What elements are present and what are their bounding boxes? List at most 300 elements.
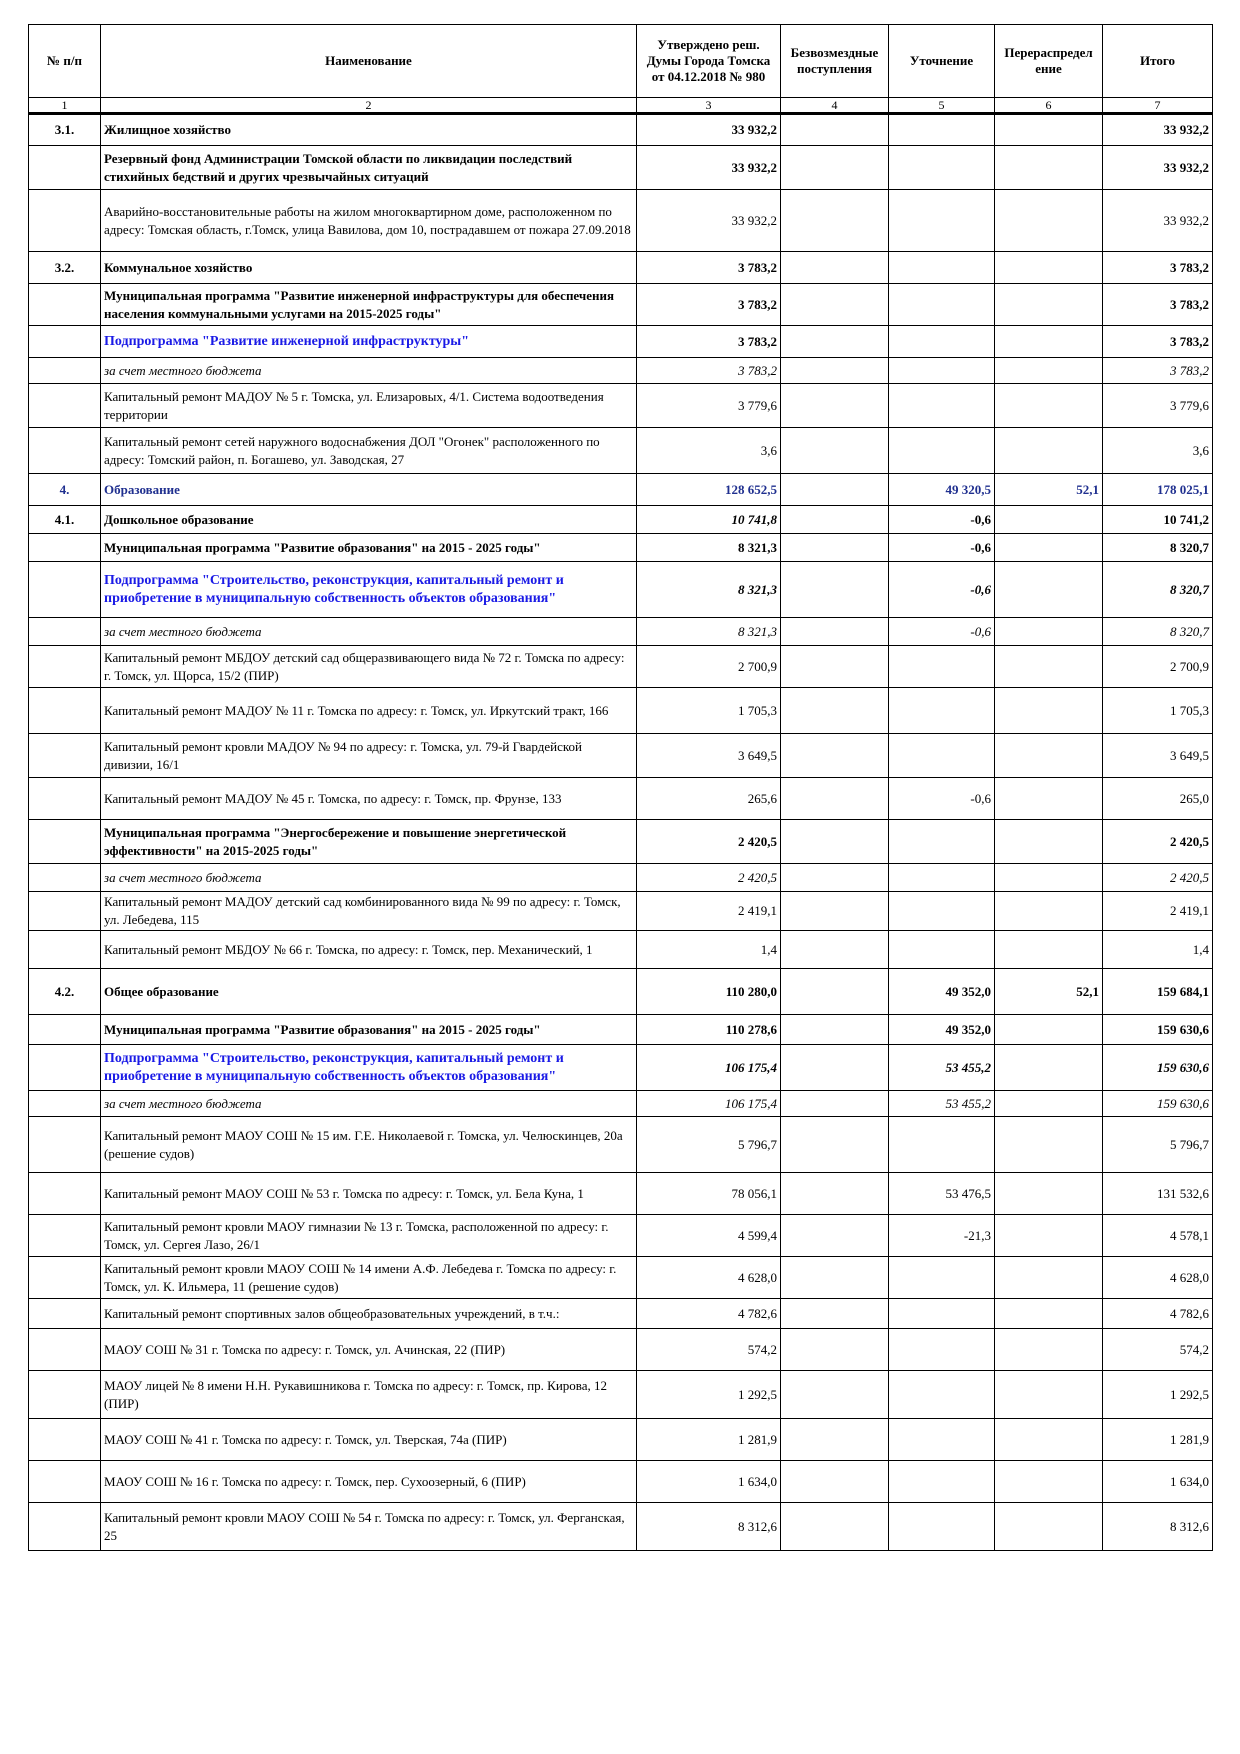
approved-value: 33 932,2 [637,190,781,252]
approved-value: 1,4 [637,931,781,969]
clarification-value [889,1503,995,1551]
grants-value [781,1117,889,1173]
grants-value [781,734,889,778]
redistribution-value [995,778,1103,820]
grants-value [781,1461,889,1503]
table-row [29,1299,1213,1329]
total-value: 159 630,6 [1103,1091,1213,1117]
table-row [29,618,1213,646]
row-name: Капитальный ремонт кровли МАОУ гимназии № 13 г. Томска, расположенной по адресу: г. Томск, ул. Сергея Лазо, 26/1 [101,1215,637,1257]
redistribution-value [995,190,1103,252]
row-name: Капитальный ремонт кровли МАОУ СОШ № 14 имени А.Ф. Лебедева г. Томска по адресу: г. Томск, ул. К. Ильмера, 11 (решение судов) [101,1257,637,1299]
redistribution-value [995,931,1103,969]
row-name: Капитальный ремонт МАОУ СОШ № 15 им. Г.Е. Николаевой г. Томска, ул. Челюскинцев, 20а (решение судов) [101,1117,637,1173]
clarification-value: -0,6 [889,506,995,534]
row-number [29,384,101,428]
header-number: № п/п [29,25,101,98]
redistribution-value [995,1503,1103,1551]
row-number [29,1045,101,1091]
approved-value: 2 700,9 [637,646,781,688]
clarification-value [889,1371,995,1419]
redistribution-value [995,1091,1103,1117]
grants-value [781,428,889,474]
redistribution-value [995,1215,1103,1257]
table-row [29,1329,1213,1371]
clarification-value: -0,6 [889,534,995,562]
approved-value: 2 420,5 [637,820,781,864]
total-value: 159 684,1 [1103,969,1213,1015]
clarification-value [889,1299,995,1329]
header-row [29,25,1213,98]
approved-value: 106 175,4 [637,1091,781,1117]
total-value: 5 796,7 [1103,1117,1213,1173]
clarification-value: -21,3 [889,1215,995,1257]
table-row [29,1503,1213,1551]
grants-value [781,1257,889,1299]
total-value: 178 025,1 [1103,474,1213,506]
grants-value [781,618,889,646]
approved-value: 3 783,2 [637,358,781,384]
redistribution-value [995,646,1103,688]
redistribution-value [995,1015,1103,1045]
approved-value: 8 321,3 [637,534,781,562]
redistribution-value [995,326,1103,358]
table-row [29,114,1213,146]
row-name: Капитальный ремонт МАДОУ № 45 г. Томска, по адресу: г. Томск, пр. Фрунзе, 133 [101,778,637,820]
row-name: Капитальный ремонт сетей наружного водоснабжения ДОЛ "Огонек" расположенного по адресу: Томский район, п. Богашево, ул. Заводская, 27 [101,428,637,474]
row-name: Капитальный ремонт кровли МАОУ СОШ № 54 г. Томска по адресу: г. Томск, ул. Ферганская, 25 [101,1503,637,1551]
clarification-value [889,190,995,252]
header-name: Наименование [101,25,637,98]
clarification-value: 53 455,2 [889,1045,995,1091]
redistribution-value [995,1299,1103,1329]
row-name: МАОУ СОШ № 31 г. Томска по адресу: г. Томск, ул. Ачинская, 22 (ПИР) [101,1329,637,1371]
clarification-value [889,931,995,969]
row-number [29,864,101,892]
clarification-value [889,428,995,474]
redistribution-value [995,506,1103,534]
redistribution-value [995,1173,1103,1215]
grants-value [781,1215,889,1257]
clarification-value [889,646,995,688]
total-value: 4 628,0 [1103,1257,1213,1299]
table-row [29,1215,1213,1257]
row-name: за счет местного бюджета [101,1091,637,1117]
table-row [29,474,1213,506]
grants-value [781,326,889,358]
approved-value: 5 796,7 [637,1117,781,1173]
total-value: 4 578,1 [1103,1215,1213,1257]
grants-value [781,892,889,931]
row-number [29,326,101,358]
grants-value [781,114,889,146]
clarification-value [889,114,995,146]
approved-value: 265,6 [637,778,781,820]
grants-value [781,1173,889,1215]
approved-value: 33 932,2 [637,146,781,190]
approved-value: 1 705,3 [637,688,781,734]
row-name: Капитальный ремонт МАОУ СОШ № 53 г. Томска по адресу: г. Томск, ул. Бела Куна, 1 [101,1173,637,1215]
row-number [29,931,101,969]
table-row [29,534,1213,562]
approved-value: 3 779,6 [637,384,781,428]
table-row [29,1173,1213,1215]
row-number [29,146,101,190]
table-row [29,778,1213,820]
row-number [29,734,101,778]
redistribution-value [995,534,1103,562]
approved-value: 128 652,5 [637,474,781,506]
clarification-value: 53 455,2 [889,1091,995,1117]
table-row [29,506,1213,534]
table-row [29,864,1213,892]
table-row [29,358,1213,384]
total-value: 33 932,2 [1103,146,1213,190]
approved-value: 3 783,2 [637,284,781,326]
redistribution-value [995,1329,1103,1371]
row-name: МАОУ лицей № 8 имени Н.Н. Рукавишникова г. Томска по адресу: г. Томск, пр. Кирова, 12 (ПИР) [101,1371,637,1419]
approved-value: 8 321,3 [637,562,781,618]
grants-value [781,688,889,734]
row-number [29,284,101,326]
row-number [29,1215,101,1257]
grants-value [781,562,889,618]
row-number [29,1461,101,1503]
approved-value: 574,2 [637,1329,781,1371]
header-grants: Безвозмездные поступления [781,25,889,98]
table-row [29,1117,1213,1173]
total-value: 574,2 [1103,1329,1213,1371]
row-name: Подпрограмма "Строительство, реконструкция, капитальный ремонт и приобретение в муниципальную собственность объектов образования" [101,1045,637,1091]
total-value: 3 783,2 [1103,284,1213,326]
redistribution-value [995,358,1103,384]
row-name: за счет местного бюджета [101,864,637,892]
row-name: Резервный фонд Администрации Томской области по ликвидации последствий стихийных бедствий и других чрезвычайных ситуаций [101,146,637,190]
clarification-value [889,358,995,384]
row-name: МАОУ СОШ № 41 г. Томска по адресу: г. Томск, ул. Тверская, 74а (ПИР) [101,1419,637,1461]
clarification-value [889,326,995,358]
clarification-value [889,892,995,931]
header-redistribution: Перераспредел ение [995,25,1103,98]
row-name: Аварийно-восстановительные работы на жилом многоквартирном доме, расположенном по адресу: Томская область, г.Томск, улица Вавилова, дом 10, пострадавшем от пожара 27.09.2018 [101,190,637,252]
grants-value [781,1091,889,1117]
total-value: 33 932,2 [1103,190,1213,252]
total-value: 8 312,6 [1103,1503,1213,1551]
table-row [29,252,1213,284]
approved-value: 4 599,4 [637,1215,781,1257]
table-row [29,562,1213,618]
approved-value: 106 175,4 [637,1045,781,1091]
redistribution-value [995,114,1103,146]
approved-value: 1 634,0 [637,1461,781,1503]
table-row [29,931,1213,969]
clarification-value [889,252,995,284]
grants-value [781,474,889,506]
row-name: Жилищное хозяйство [101,114,637,146]
row-number [29,1257,101,1299]
clarification-value [889,864,995,892]
clarification-value [889,284,995,326]
grants-value [781,506,889,534]
grants-value [781,646,889,688]
clarification-value: 49 352,0 [889,1015,995,1045]
total-value: 265,0 [1103,778,1213,820]
table-row [29,1371,1213,1419]
row-number [29,428,101,474]
redistribution-value [995,820,1103,864]
row-number: 4.2. [29,969,101,1015]
header-approved: Утверждено реш. Думы Города Томска от 04.12.2018 № 980 [637,25,781,98]
approved-value: 33 932,2 [637,114,781,146]
grants-value [781,778,889,820]
grants-value [781,146,889,190]
grants-value [781,252,889,284]
grants-value [781,1299,889,1329]
clarification-value [889,384,995,428]
approved-value: 78 056,1 [637,1173,781,1215]
row-number [29,892,101,931]
total-value: 2 420,5 [1103,820,1213,864]
total-value: 1 281,9 [1103,1419,1213,1461]
total-value: 8 320,7 [1103,618,1213,646]
row-number [29,1173,101,1215]
table-row [29,734,1213,778]
grants-value [781,1015,889,1045]
approved-value: 8 321,3 [637,618,781,646]
approved-value: 3 649,5 [637,734,781,778]
row-name: Образование [101,474,637,506]
table-row [29,384,1213,428]
redistribution-value [995,688,1103,734]
redistribution-value [995,1045,1103,1091]
total-value: 33 932,2 [1103,114,1213,146]
row-number [29,1503,101,1551]
row-name: Муниципальная программа "Развитие инженерной инфраструктуры для обеспечения населения коммунальными услугами на 2015-2025 годы" [101,284,637,326]
total-value: 1,4 [1103,931,1213,969]
row-name: Капитальный ремонт МАДОУ № 5 г. Томска, ул. Елизаровых, 4/1. Система водоотведения территории [101,384,637,428]
row-name: МАОУ СОШ № 16 г. Томска по адресу: г. Томск, пер. Сухоозерный, 6 (ПИР) [101,1461,637,1503]
row-number: 3.1. [29,114,101,146]
redistribution-value [995,384,1103,428]
redistribution-value [995,864,1103,892]
row-name: Капитальный ремонт спортивных залов общеобразовательных учреждений, в т.ч.: [101,1299,637,1329]
total-value: 131 532,6 [1103,1173,1213,1215]
clarification-value [889,1419,995,1461]
clarification-value [889,734,995,778]
row-number [29,688,101,734]
row-number: 4.1. [29,506,101,534]
table-row [29,969,1213,1015]
clarification-value [889,820,995,864]
approved-value: 1 281,9 [637,1419,781,1461]
clarification-value: -0,6 [889,562,995,618]
approved-value: 110 278,6 [637,1015,781,1045]
total-value: 2 700,9 [1103,646,1213,688]
row-name: за счет местного бюджета [101,618,637,646]
column-number: 4 [781,98,889,114]
table-row [29,1045,1213,1091]
approved-value: 4 628,0 [637,1257,781,1299]
column-number: 5 [889,98,995,114]
total-value: 3 783,2 [1103,326,1213,358]
table-row [29,1461,1213,1503]
total-value: 159 630,6 [1103,1045,1213,1091]
row-name: Капитальный ремонт МАДОУ детский сад комбинированного вида № 99 по адресу: г. Томск, ул. Лебедева, 115 [101,892,637,931]
row-number: 4. [29,474,101,506]
redistribution-value [995,428,1103,474]
row-name: Коммунальное хозяйство [101,252,637,284]
redistribution-value [995,1257,1103,1299]
redistribution-value [995,734,1103,778]
row-name: Муниципальная программа "Развитие образования" на 2015 - 2025 годы" [101,1015,637,1045]
row-number [29,646,101,688]
table-row [29,646,1213,688]
redistribution-value [995,252,1103,284]
approved-value: 4 782,6 [637,1299,781,1329]
redistribution-value [995,1461,1103,1503]
total-value: 8 320,7 [1103,534,1213,562]
clarification-value [889,1117,995,1173]
column-number: 1 [29,98,101,114]
row-name: Дошкольное образование [101,506,637,534]
table-row [29,326,1213,358]
grants-value [781,1371,889,1419]
grants-value [781,1045,889,1091]
total-value: 1 705,3 [1103,688,1213,734]
grants-value [781,1503,889,1551]
total-value: 2 420,5 [1103,864,1213,892]
row-number [29,778,101,820]
table-row [29,1419,1213,1461]
total-value: 3 783,2 [1103,358,1213,384]
redistribution-value [995,562,1103,618]
clarification-value: 49 320,5 [889,474,995,506]
grants-value [781,358,889,384]
row-number [29,1419,101,1461]
table-row [29,146,1213,190]
total-value: 1 634,0 [1103,1461,1213,1503]
total-value: 3 649,5 [1103,734,1213,778]
row-name: Муниципальная программа "Энергосбережение и повышение энергетической эффективности" на 2015-2025 годы" [101,820,637,864]
redistribution-value [995,284,1103,326]
row-number [29,190,101,252]
grants-value [781,931,889,969]
approved-value: 3,6 [637,428,781,474]
row-number [29,618,101,646]
row-number [29,820,101,864]
grants-value [781,190,889,252]
column-number: 6 [995,98,1103,114]
clarification-value [889,146,995,190]
clarification-value: -0,6 [889,778,995,820]
grants-value [781,864,889,892]
redistribution-value [995,1117,1103,1173]
grants-value [781,1419,889,1461]
redistribution-value [995,1371,1103,1419]
total-value: 3,6 [1103,428,1213,474]
total-value: 159 630,6 [1103,1015,1213,1045]
clarification-value [889,688,995,734]
grants-value [781,384,889,428]
total-value: 1 292,5 [1103,1371,1213,1419]
approved-value: 8 312,6 [637,1503,781,1551]
row-number [29,534,101,562]
approved-value: 110 280,0 [637,969,781,1015]
total-value: 8 320,7 [1103,562,1213,618]
clarification-value [889,1257,995,1299]
redistribution-value [995,892,1103,931]
header-total: Итого [1103,25,1213,98]
table-row [29,1091,1213,1117]
grants-value [781,534,889,562]
row-number [29,1371,101,1419]
column-numbers-row [29,98,1213,114]
row-name: Капитальный ремонт МАДОУ № 11 г. Томска по адресу: г. Томск, ул. Иркутский тракт, 166 [101,688,637,734]
budget-table [28,24,1213,1551]
total-value: 3 783,2 [1103,252,1213,284]
row-number [29,1091,101,1117]
row-name: за счет местного бюджета [101,358,637,384]
row-number [29,1299,101,1329]
clarification-value: 49 352,0 [889,969,995,1015]
table-row [29,1015,1213,1045]
redistribution-value [995,1419,1103,1461]
row-name: Муниципальная программа "Развитие образования" на 2015 - 2025 годы" [101,534,637,562]
column-number: 3 [637,98,781,114]
row-name: Общее образование [101,969,637,1015]
total-value: 10 741,2 [1103,506,1213,534]
grants-value [781,284,889,326]
row-number [29,562,101,618]
table-row [29,820,1213,864]
row-name: Капитальный ремонт МБДОУ детский сад общеразвивающего вида № 72 г. Томска по адресу: г. Томск, ул. Щорса, 15/2 (ПИР) [101,646,637,688]
approved-value: 10 741,8 [637,506,781,534]
approved-value: 3 783,2 [637,326,781,358]
row-number [29,1015,101,1045]
table-row [29,428,1213,474]
approved-value: 1 292,5 [637,1371,781,1419]
clarification-value [889,1329,995,1371]
total-value: 3 779,6 [1103,384,1213,428]
redistribution-value: 52,1 [995,969,1103,1015]
table-row [29,284,1213,326]
approved-value: 3 783,2 [637,252,781,284]
total-value: 4 782,6 [1103,1299,1213,1329]
grants-value [781,969,889,1015]
row-name: Капитальный ремонт МБДОУ № 66 г. Томска, по адресу: г. Томск, пер. Механический, 1 [101,931,637,969]
table-row [29,688,1213,734]
approved-value: 2 420,5 [637,864,781,892]
row-number [29,1329,101,1371]
table-row [29,190,1213,252]
clarification-value: -0,6 [889,618,995,646]
column-number: 2 [101,98,637,114]
column-number: 7 [1103,98,1213,114]
row-number: 3.2. [29,252,101,284]
table-row [29,1257,1213,1299]
approved-value: 2 419,1 [637,892,781,931]
clarification-value: 53 476,5 [889,1173,995,1215]
clarification-value [889,1461,995,1503]
total-value: 2 419,1 [1103,892,1213,931]
row-name: Капитальный ремонт кровли МАДОУ № 94 по адресу: г. Томска, ул. 79-й Гвардейской дивизии, 16/1 [101,734,637,778]
redistribution-value: 52,1 [995,474,1103,506]
row-number [29,1117,101,1173]
header-clarification: Уточнение [889,25,995,98]
row-name: Подпрограмма "Развитие инженерной инфраструктуры" [101,326,637,358]
redistribution-value [995,618,1103,646]
row-number [29,358,101,384]
